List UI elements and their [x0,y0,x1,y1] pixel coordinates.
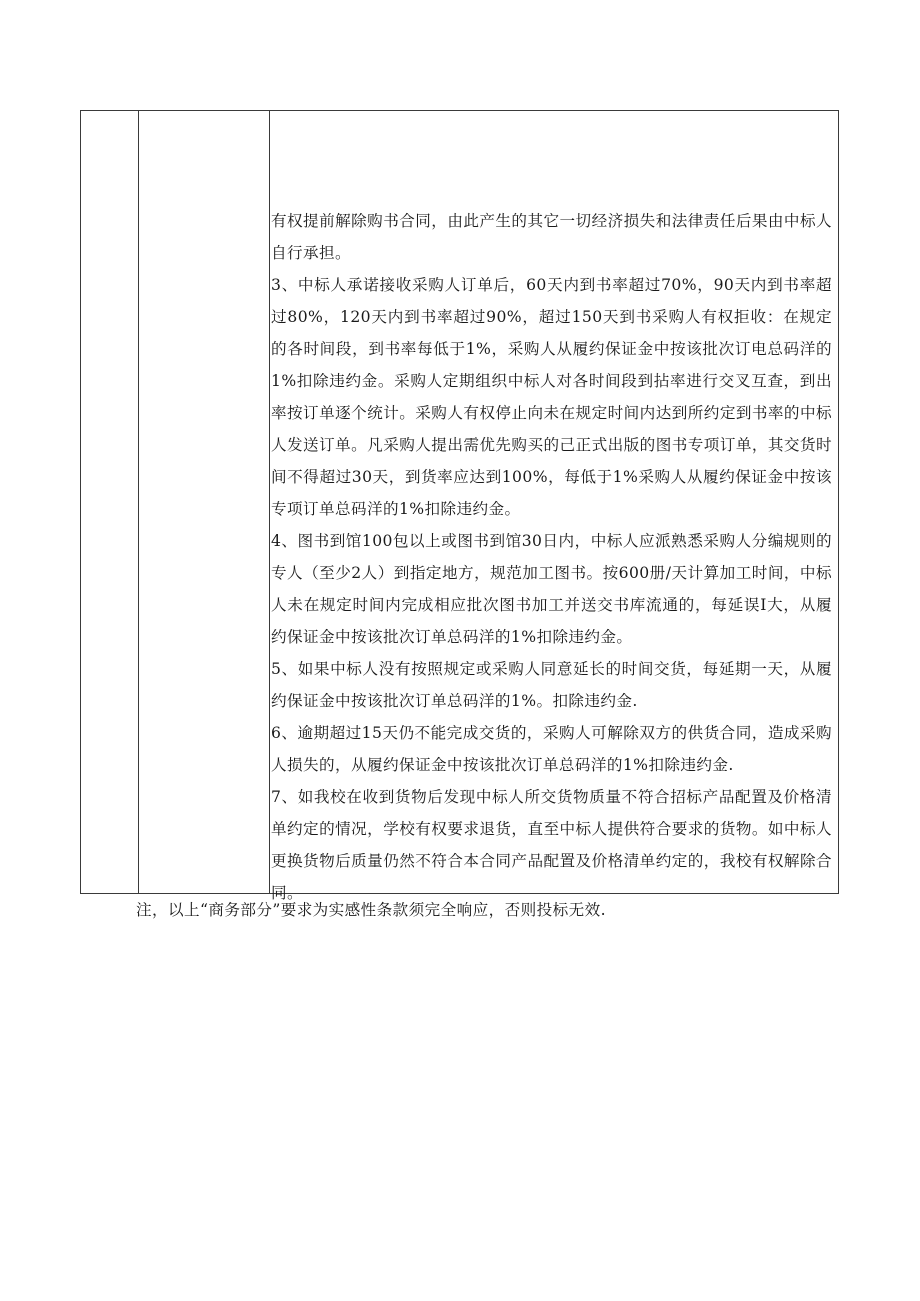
clause-paragraph-5: 5、如果中标人没有按照规定或采购人同意延长的时间交货，每延期一天，从履约保证金中按该批次订单总码洋的1%。扣除违约金. [271,660,832,710]
clause-paragraph-4: 4、图书到馆100包以上或图书到馆30日内，中标人应派熟悉采购人分编规则的专人（至少2人）到指定地方，规范加工图书。按600册/天计算加工时间，中标人未在规定时间内完成相应批次图书加工并送交书库流通的，每延误I大，从履约保证金中按该批次订单总码洋的1%扣除违约金。 [271,532,832,646]
column-divider-2 [269,111,270,893]
clause-paragraph-6: 6、逾期超过15天仍不能完成交货的，采购人可解除双方的供货合同，造成采购人损失的，从履约保证金中按该批次订单总码洋的1%扣除违约金. [271,724,832,774]
clause-paragraph-7: 7、如我校在收到货物后发现中标人所交货物质量不符合招标产品配置及价格清单约定的情况，学校有权要求退货，直至中标人提供符合要求的货物。如中标人更换货物后质量仍然不符合本合同产品配置及价格清单约定的，我校有权解除合同。 [271,788,832,902]
terms-content-cell [271,205,832,909]
footnote: 注，以上“商务部分”要求为实感性条款须完全响应，否则投标无效. [136,901,606,919]
clause-paragraph-3: 3、中标人承诺接收采购人订单后，60天内到书率超过70%，90天内到书率超过80%，120天内到书率超过90%，超过150天到书采购人有权拒收：在规定的各时间段，到书率每低于1%，采购人从履约保证金中按该批次订电总码洋的1%扣除违约金。采购人定期组织中标人对各时间段到拈率进行交叉互查，到出率按订单逐个统计。采购人有权停止向未在规定时间内达到所约定到书率的中标人发送订单。凡采购人提出需优先购买的己正式出版的图书专项订单，其交货时间不得超过30天，到货率应达到100%，每低于1%采购人从履约保证金中按该专项订单总码洋的1%扣除违约金。 [271,276,832,518]
column-divider-1 [138,111,139,893]
terms-table [80,110,839,902]
clause-paragraph-0: 有权提前解除购书合同，由此产生的其它一切经济损失和法律责任后果由中标人自行承担。 [271,212,832,262]
